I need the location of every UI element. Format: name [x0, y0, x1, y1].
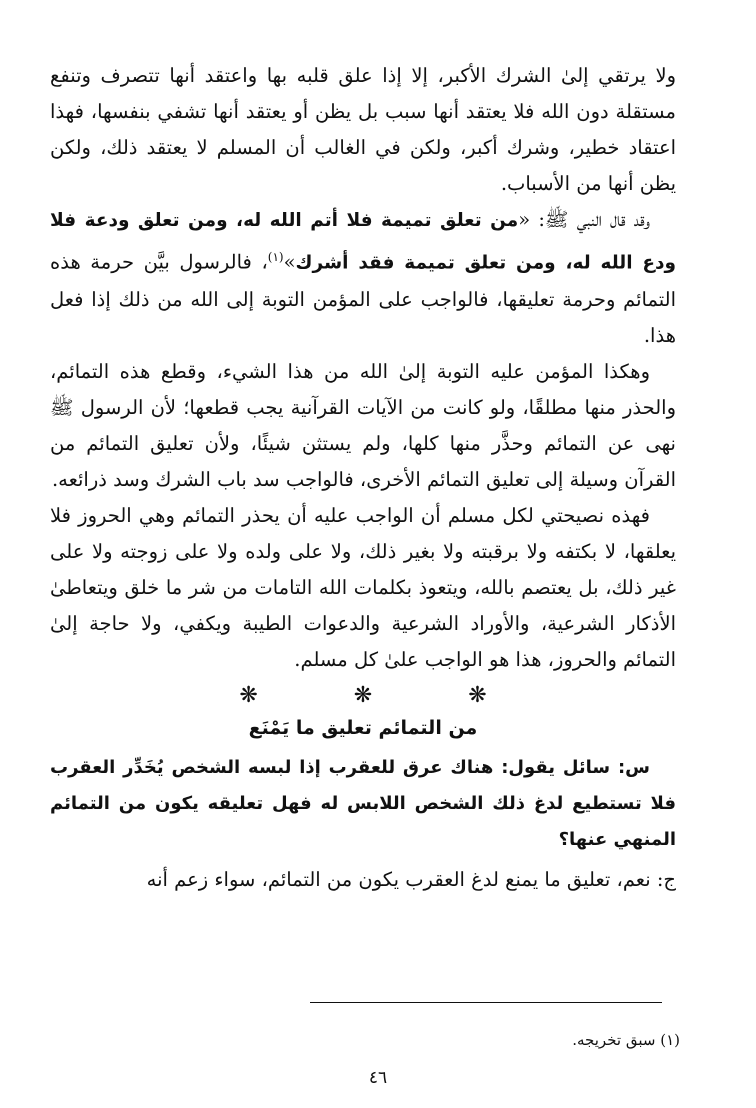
footnote-divider: [310, 1002, 662, 1003]
section-title: من التمائم تعليق ما يَمْنَع: [248, 716, 478, 739]
question-text: س: سائل يقول: هناك عرق للعقرب إذا لبسه الشخص يُخَدِّر العقرب فلا تستطيع لدغ ذلك الشخص اللابس له فهل تعليقه يكون من التمائم المنهي عنها؟: [50, 756, 676, 850]
footnote: [60, 1028, 680, 1052]
paragraph-1: ولا يرتقي إلىٰ الشرك الأكبر، إلا إذا علق قلبه بها واعتقد أنها تتصرف وتنفع مستقلة دون الله فلا يعتقد أنها سبب بل يظن أو يعتقد أنها تشفي بنفسها، فهذا اعتقاد خطير، وشرك أكبر، ولكن في الغالب أن المسلم لا يعتقد ذلك، ولكن يظن أنها من الأسباب.: [50, 64, 676, 195]
star-ornament: ❋: [468, 682, 487, 708]
answer-text: ج: نعم، تعليق ما يمنع لدغ العقرب يكون من التمائم، سواء زعم أنه: [146, 867, 676, 891]
footnote-ref: (١): [267, 250, 284, 264]
hadith-text: من تعلق تميمة فلا أتم الله له، ومن تعلق ودعة فلا ودع الله له، ومن تعلق تميمة فقد أشرك: [50, 210, 676, 274]
paragraph-2-rest: ، فالرسول بيَّن حرمة هذه التمائم وحرمة تعليقها، فالواجب على المؤمن التوبة إلى الله من ذلك إذا فعل هذا.: [50, 250, 676, 347]
separator-stars: [50, 682, 676, 710]
footnote-text: سبق تخريجه.: [572, 1031, 656, 1049]
page-number: ٤٦: [368, 1068, 388, 1088]
hadith-close: »: [283, 250, 296, 274]
paragraph-2: [50, 202, 676, 354]
footnote-marker: (١): [660, 1031, 680, 1049]
star-ornament: ❋: [239, 682, 258, 708]
paragraph-3: وهكذا المؤمن عليه التوبة إلىٰ الله من هذا الشيء، وقطع هذه التمائم، والحذر منها مطلقًا، ولو كانت من الآيات القرآنية يجب قطعها؛ لأن الرسول ﷺ نهى عن التمائم وحذَّر منها كلها، ولم يستثن شيئًا، ولأن تعليق التمائم من القرآن وسيلة إلى تعليق التمائم الأخرى، فالواجب سد باب الشرك وسد ذرائعه.: [50, 359, 676, 491]
hadith-intro: وقد قال النبي ﷺ: «: [518, 208, 650, 231]
star-ornament: ❋: [353, 682, 373, 708]
page-body: [50, 58, 676, 898]
paragraph-4: فهذه نصيحتي لكل مسلم أن الواجب عليه أن يحذر التمائم وهي الحروز فلا يعلقها، لا بكتفه ولا برقبته ولا بغير ذلك، ولا على ولده ولا على زوجته ولا على غير ذلك، بل يعتصم بالله، ويتعوذ بكلمات الله التامات من شر ما خلق ويتعاطىٰ الأذكار الشرعية، والأوراد الشرعية والدعوات الطيبة ويكفي، ولا حاجة إلىٰ التمائم والحروز، هذا هو الواجب علىٰ كل مسلم.: [50, 503, 676, 671]
